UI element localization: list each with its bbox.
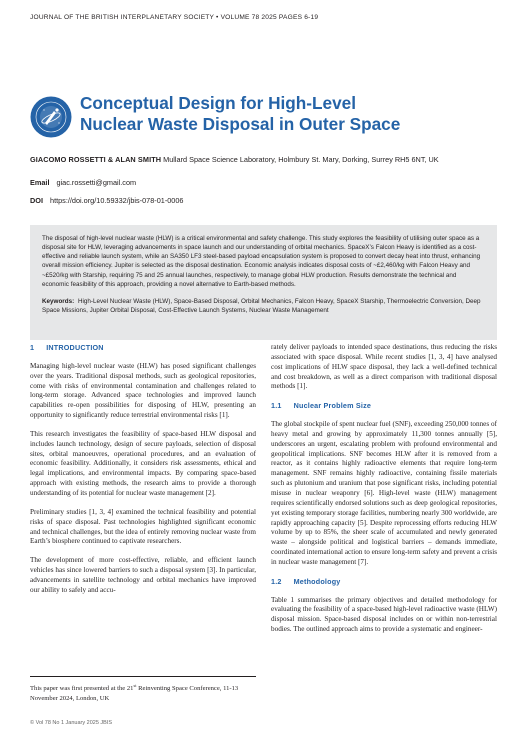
paragraph: rately deliver payloads to intended space destinations, thus reducing the risks associated with space disposal. While recent studies [1, 3, 4] have analysed cost implications of HLW space disposal, they lack a well-defined technical and cost breakdown, as well as a direct comparison with traditional disposal methods [1]. bbox=[271, 343, 497, 391]
footnote-text: Reinventing Space Conference, 11-13 November 2024, London, UK bbox=[30, 685, 239, 702]
paragraph: Preliminary studies [1, 3, 4] examined the technical feasibility and potential risks of space disposal. Past technologies highlighted significant economic and technical challenges, but the idea of entirely removing nuclear waste from Earth’s biosphere continued to captivate researchers. bbox=[30, 507, 256, 546]
doi-line bbox=[30, 196, 500, 205]
subsection-title: Methodology bbox=[293, 576, 341, 586]
email-line bbox=[30, 178, 500, 187]
subsection-number: 1.1 bbox=[271, 401, 282, 411]
subsection-heading-methodology bbox=[271, 577, 497, 587]
journal-header: JOURNAL OF THE BRITISH INTERPLANETARY SOCIETY • VOLUME 78 2025 PAGES 6-19 bbox=[30, 14, 319, 21]
left-column bbox=[30, 343, 256, 596]
email-label: Email bbox=[30, 178, 50, 187]
footnote bbox=[30, 681, 256, 703]
author-names: GIACOMO ROSSETTI & ALAN SMITH bbox=[30, 155, 162, 164]
keywords-label: Keywords: bbox=[42, 297, 75, 305]
paragraph: This research investigates the feasibility of space-based HLW disposal and includes launch technology, design of secure payloads, selection of disposal sites, orbital manoeuvres, operational procedures, and an evaluation of economic feasibility. Additionally, it considers risk assessments, ethical and legal implications, and environmental impacts. By comparing space-based approach with existing methods, the research aims to provide a thorough understanding of its potential for nuclear waste management [2]. bbox=[30, 429, 256, 497]
authors-line bbox=[30, 155, 500, 164]
footnote-text: This paper was first presented at the 21 bbox=[30, 685, 134, 693]
article-title: Conceptual Design for High-Level Nuclear Waste Disposal in Outer Space bbox=[80, 93, 401, 134]
paragraph: Table 1 summarises the primary objectives and detailed methodology for evaluating the feasibility of a space-based high-level radioactive waste (HLW) disposal mission. Space-based disposal includes on or within non-terrestrial bodies. The outlined approach aims to provide a systematic and engineer- bbox=[271, 595, 497, 634]
subsection-heading-nuclear-problem-size bbox=[271, 401, 497, 411]
page-footer: © Vol 78 No 1 January 2025 JBIS bbox=[30, 720, 113, 726]
doi-label: DOI bbox=[30, 196, 43, 205]
author-affiliation: Mullard Space Science Laboratory, Holmbury St. Mary, Dorking, Surrey RH5 6NT, UK bbox=[163, 155, 439, 164]
section-heading-introduction bbox=[30, 343, 256, 353]
section-title: INTRODUCTION bbox=[46, 343, 104, 352]
society-logo-icon bbox=[30, 96, 72, 138]
abstract-box bbox=[30, 225, 497, 340]
footnote-divider bbox=[30, 676, 256, 677]
keywords bbox=[42, 297, 485, 315]
subsection-title: Nuclear Problem Size bbox=[293, 401, 372, 411]
paragraph: The development of more cost-effective, reliable, and efficient launch vehicles has since lowered barriers to such a disposal system [3]. In particular, advancements in satellite technology and orbital mechanics have improved our ability to safely and accu- bbox=[30, 556, 256, 594]
paragraph: The global stockpile of spent nuclear fuel (SNF), exceeding 250,000 tonnes of heavy metal and growing by approximately 11,300 tonnes annually [5], underscores an urgent, escalating problem with profound environmental and geopolitical implications. SNF becomes HLW after it is removed from a reactor, as it contains highly radioactive elements that require long-term management. SNF remains highly radioactive, containing fissile materials such as plutonium and uranium that pose significant risks, including potential misuse in nuclear weaponry [6]. High-level waste (HLW) management requires scientifically endorsed solutions such as deep geological repositories, yet existing temporary storage facilities, numbering nearly 300 worldwide, are rapidly approaching capacity [5]. Despite reprocessing efforts reducing HLW volume by up to 85%, the sheer scale of accumulated and newly generated waste – alongside political and logistical barriers – demands immediate, coordinated international action to ensure long-term safety and prevent a crisis in nuclear waste management [7]. bbox=[271, 420, 497, 566]
keywords-text: High-Level Nuclear Waste (HLW), Space-Based Disposal, Orbital Mechanics, Falcon Heavy, SpaceX Starship, Thermoelectric Conversion, Deep Space Missions, Jupiter Orbital Disposal, Cost-Effective Launch Systems, Nuclear Waste Management bbox=[42, 297, 481, 315]
right-column bbox=[271, 343, 497, 635]
section-number: 1 bbox=[30, 343, 35, 352]
paragraph: Managing high-level nuclear waste (HLW) has posed significant challenges over the years. Traditional disposal methods, such as geological repositories, come with risks of environmental contamination and challenges related to long-term storage. Advanced space technologies and improved launch capabilities re-open possibilities for disposing of HLW, presenting an opportunity to significantly reduce terrestrial environmental risks [1]. bbox=[30, 361, 256, 420]
subsection-number: 1.2 bbox=[271, 576, 282, 586]
abstract-text: The disposal of high-level nuclear waste (HLW) is a critical environmental and safety challenge. This study explores the feasibility of utilising outer space as a disposal site for HLW, leveraging advancements in space launch and our understanding of orbital mechanics. SpaceX’s Falcon Heavy is identified as a cost-effective and reliable launch system, while an SA350 LF3 steel-based payload encapsulation system is proposed to convert decay heat into thrust, enhancing overall mission efficiency. Jupiter is selected as the disposal destination. Economic analysis indicates disposal costs of ~£2,460/kg with Falcon Heavy and ~£520/kg with Starship, requiring 75 and 25 annual launches, respectively, to manage global HLW production. Results demonstrate the technical and economic feasibility of this approach, providing a novel alternative to Earth-based methods. bbox=[42, 235, 481, 288]
doi-link[interactable]: https://doi.org/10.59332/jbis-078-01-0006 bbox=[50, 196, 184, 205]
email-address[interactable]: giac.rossetti@gmail.com bbox=[56, 178, 137, 187]
footnote-superscript: st bbox=[133, 683, 137, 688]
